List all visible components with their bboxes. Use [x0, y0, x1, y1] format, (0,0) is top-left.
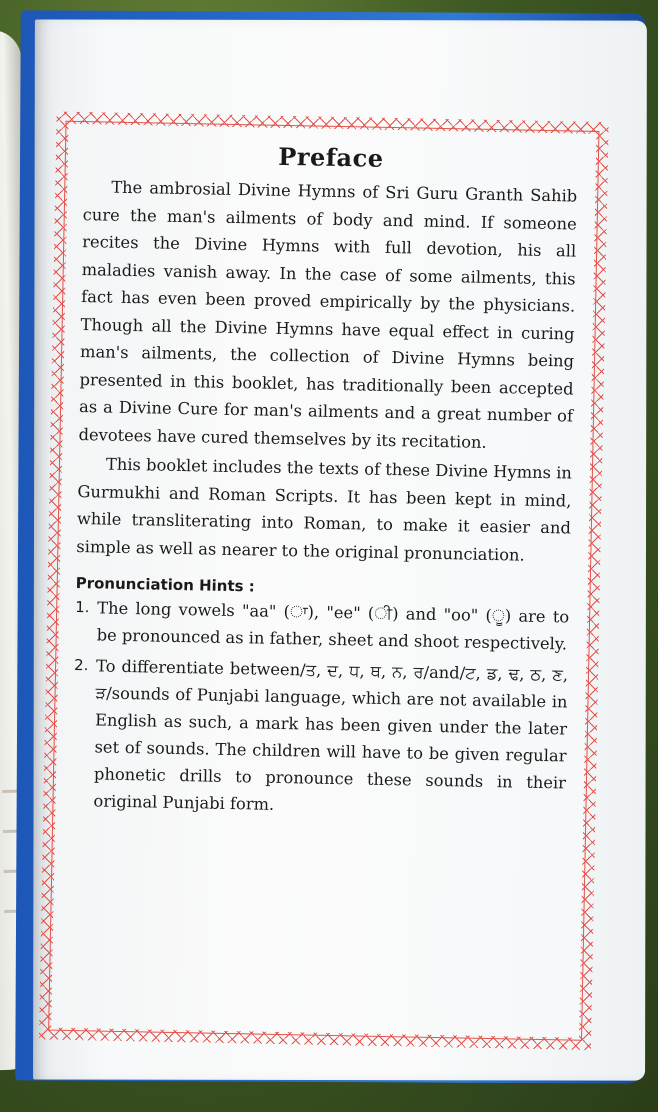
preface-paragraph-1: The ambrosial Divine Hymns of Sri Guru Granth Sahib cure the man's ailments of body and mind. If someone recites the Divine Hymns with full devotion, his all maladies vanish away. In the case of some ailments, this fact has even been proved empirically by the physicians. Though all the Divine Hymns have equal effect in curing man's ailments, the collection of Divine Hymns being presented in this booklet, has traditionally been accepted as a Divine Cure for man's ailments and a great number of devotees have cured themselves by its recitation. [78, 177, 578, 452]
preface-paragraph-2: This booklet includes the texts of these Divine Hymns in Gurmukhi and Roman Scripts. It has been kept in mind, while transliterating into Roman, to make it easier and simple as well as nearer to the original pronunciation. [76, 454, 573, 565]
book-cover [15, 10, 646, 1083]
hint-item [71, 652, 568, 823]
decorative-border [39, 112, 609, 1050]
page-content [51, 124, 596, 1038]
book-page [33, 20, 647, 1081]
hint-number: 1. [75, 598, 90, 617]
hint-text: The long vowels "aa" (ਾ), "ee" (ੀ) and "oo" (ੂ) are to be pronounced as in father, sheet and shoot respectively. [96, 598, 570, 654]
hint-number: 2. [73, 655, 89, 675]
page-title: Preface [278, 141, 384, 173]
hint-item [74, 594, 569, 657]
hint-text: To differentiate between/ਤ, ਦ, ਧ, ਥ, ਨ, ਰ/and/ਟ, ਡ, ਢ, ਠ, ਣ, ੜ/sounds of Punjabi language, which are not available in English as such, a mark has been given under the later set of sounds. The children will have to be given regular phonetic drills to pronounce these sounds in their original Punjabi form. [93, 656, 569, 814]
hints-heading: Pronunciation Hints : [75, 574, 255, 596]
